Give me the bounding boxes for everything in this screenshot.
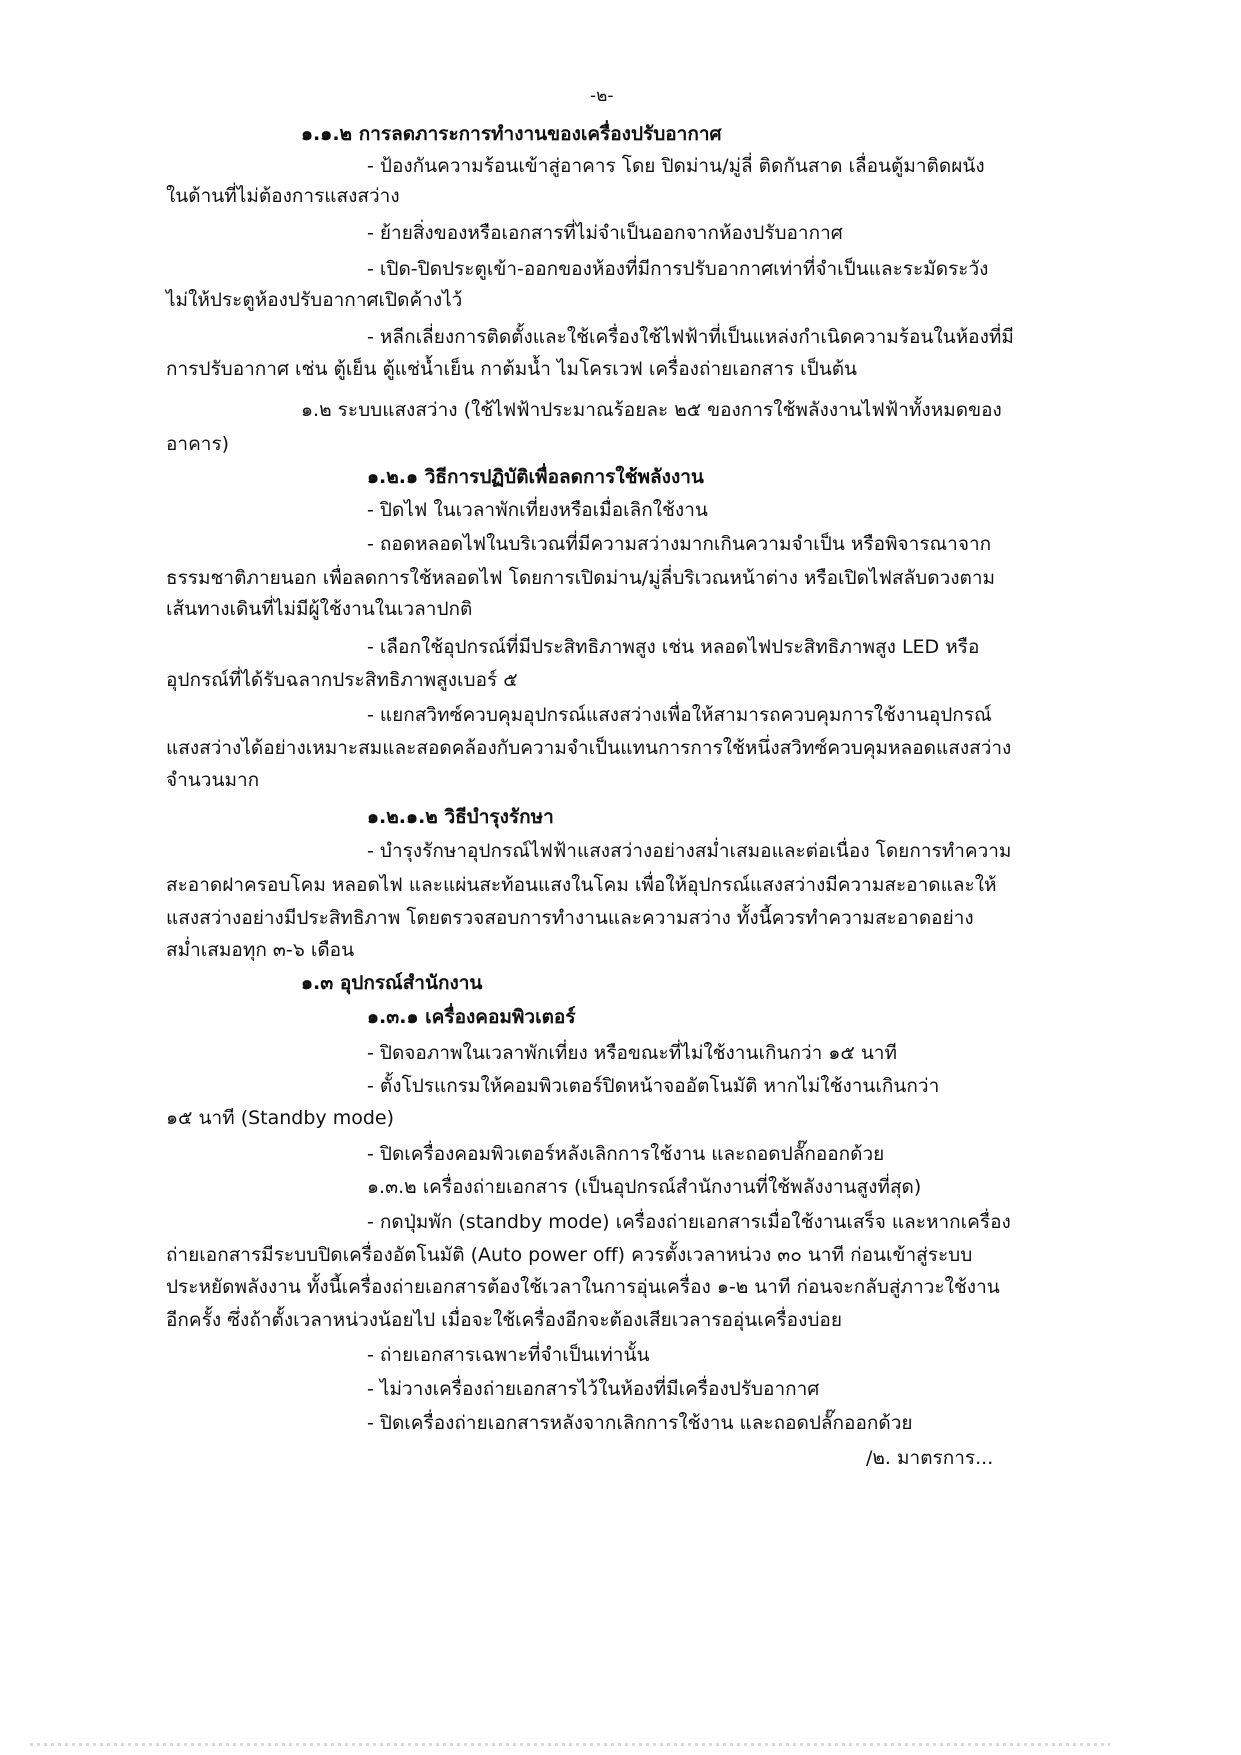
paragraph-line: อาคาร) <box>166 433 230 455</box>
paragraph-line: ไม่ให้ประตูห้องปรับอากาศเปิดค้างไว้ <box>166 289 463 311</box>
paragraph-line: สะอาดฝาครอบโคม หลอดไฟ และแผ่นสะท้อนแสงในโคม เพื่อให้อุปกรณ์แสงสว่างมีความสะอาดและให้ <box>166 874 997 896</box>
paragraph-line: ในด้านที่ไม่ต้องการแสงสว่าง <box>166 185 400 207</box>
paragraph-line: การปรับอากาศ เช่น ตู้เย็น ตู้แช่น้ำเย็น กาต้มน้ำ ไมโครเวฟ เครื่องถ่ายเอกสาร เป็นต้น <box>166 358 858 380</box>
paragraph-line: แสงสว่างได้อย่างเหมาะสมและสอดคล้องกับความจำเป็นแทนการการใช้หนึ่งสวิทซ์ควบคุมหลอดแสงสว่าง <box>166 737 1012 759</box>
paragraph-line: - ป้องกันความร้อนเข้าสู่อาคาร โดย ปิดม่าน/มู่ลี่ ติดกันสาด เลื่อนตู้มาติดผนัง <box>367 155 985 177</box>
paragraph-line: - ปิดไฟ ในเวลาพักเที่ยงหรือเมื่อเลิกใช้งาน <box>367 499 708 521</box>
heading-1-2-1: ๑.๒.๑ วิธีการปฏิบัติเพื่อลดการใช้พลังงาน <box>367 466 704 488</box>
paragraph-line: สม่ำเสมอทุก ๓-๖ เดือน <box>166 939 355 961</box>
heading-1-3-2: ๑.๓.๒ เครื่องถ่ายเอกสาร (เป็นอุปกรณ์สำนักงานที่ใช้พลังงานสูงที่สุด) <box>367 1176 922 1198</box>
paragraph-line: - บำรุงรักษาอุปกรณ์ไฟฟ้าแสงสว่างอย่างสม่ำเสมอและต่อเนื่อง โดยการทำความ <box>367 840 1012 862</box>
paragraph-line: แสงสว่างอย่างมีประสิทธิภาพ โดยตรวจสอบการทำงานและความสว่าง ทั้งนี้ควรทำความสะอาดอย่าง <box>166 907 974 929</box>
paragraph-line: - ตั้งโปรแกรมให้คอมพิวเตอร์ปิดหน้าจออัตโนมัติ หากไม่ใช้งานเกินกว่า <box>367 1075 940 1097</box>
paragraph-line: ประหยัดพลังงาน ทั้งนี้เครื่องถ่ายเอกสารต้องใช้เวลาในการอุ่นเครื่อง ๑-๒ นาที ก่อนจะกลับสู่ภาวะใช้งาน <box>166 1276 1000 1298</box>
paragraph-line: - เปิด-ปิดประตูเข้า-ออกของห้องที่มีการปรับอากาศเท่าที่จำเป็นและระมัดระวัง <box>367 258 989 280</box>
heading-1-2-1-2: ๑.๒.๑.๒ วิธีบำรุงรักษา <box>367 806 554 828</box>
heading-1-3: ๑.๓ อุปกรณ์สำนักงาน <box>301 972 483 994</box>
paragraph-line: อุปกรณ์ที่ได้รับฉลากประสิทธิภาพสูงเบอร์ ๕ <box>166 669 518 691</box>
paragraph-line: - ปิดเครื่องถ่ายเอกสารหลังจากเลิกการใช้งาน และถอดปลั๊กออกด้วย <box>367 1412 913 1434</box>
paragraph-line: - ปิดเครื่องคอมพิวเตอร์หลังเลิกการใช้งาน และถอดปลั๊กออกด้วย <box>367 1143 885 1165</box>
page-number: -๒- <box>590 86 614 106</box>
paragraph-line: - แยกสวิทซ์ควบคุมอุปกรณ์แสงสว่างเพื่อให้สามารถควบคุมการใช้งานอุปกรณ์ <box>367 704 992 726</box>
paragraph-line: - ย้ายสิ่งของหรือเอกสารที่ไม่จำเป็นออกจากห้องปรับอากาศ <box>367 222 843 244</box>
scan-artifact-strip <box>30 1743 1110 1746</box>
paragraph-line: - เลือกใช้อุปกรณ์ที่มีประสิทธิภาพสูง เช่น หลอดไฟประสิทธิภาพสูง LED หรือ <box>367 636 980 658</box>
paragraph-line: - ถ่ายเอกสารเฉพาะที่จำเป็นเท่านั้น <box>367 1344 650 1366</box>
paragraph-line: - ปิดจอภาพในเวลาพักเที่ยง หรือขณะที่ไม่ใช้งานเกินกว่า ๑๕ นาที <box>367 1042 897 1064</box>
paragraph-line: จำนวนมาก <box>166 769 260 791</box>
heading-1-3-1: ๑.๓.๑ เครื่องคอมพิวเตอร์ <box>367 1006 576 1028</box>
paragraph-line: ธรรมชาติภายนอก เพื่อลดการใช้หลอดไฟ โดยการเปิดม่าน/มู่ลี่บริเวณหน้าต่าง หรือเปิดไฟสลับดวงตาม <box>166 567 996 589</box>
paragraph-line: - ถอดหลอดไฟในบริเวณที่มีความสว่างมากเกินความจำเป็น หรือพิจารณาจาก <box>367 533 992 555</box>
paragraph-line: อีกครั้ง ซึ่งถ้าตั้งเวลาหน่วงน้อยไป เมื่อจะใช้เครื่องอีกจะต้องเสียเวลารออุ่นเครื่องบ่อย <box>166 1309 842 1331</box>
continuation-note: /๒. มาตรการ... <box>866 1447 994 1469</box>
heading-1-1-2: ๑.๑.๒ การลดภาระการทำงานของเครื่องปรับอากาศ <box>301 123 722 145</box>
paragraph-line: - กดปุ่มพัก (standby mode) เครื่องถ่ายเอกสารเมื่อใช้งานเสร็จ และหากเครื่อง <box>367 1211 1011 1233</box>
section-1-2-line: ๑.๒ ระบบแสงสว่าง (ใช้ไฟฟ้าประมาณร้อยละ ๒๕ ของการใช้พลังงานไฟฟ้าทั้งหมดของ <box>301 399 1002 421</box>
paragraph-line: เส้นทางเดินที่ไม่มีผู้ใช้งานในเวลาปกติ <box>166 598 473 620</box>
paragraph-line: ๑๕ นาที (Standby mode) <box>166 1107 395 1129</box>
paragraph-line: - หลีกเลี่ยงการติดตั้งและใช้เครื่องใช้ไฟฟ้าที่เป็นแหล่งกำเนิดความร้อนในห้องที่มี <box>367 326 1014 348</box>
paragraph-line: - ไม่วางเครื่องถ่ายเอกสารไว้ในห้องที่มีเครื่องปรับอากาศ <box>367 1378 820 1400</box>
paragraph-line: ถ่ายเอกสารมีระบบปิดเครื่องอัตโนมัติ (Auto power off) ควรตั้งเวลาหน่วง ๓๐ นาที ก่อนเข้าสู่ระบบ <box>166 1244 973 1266</box>
